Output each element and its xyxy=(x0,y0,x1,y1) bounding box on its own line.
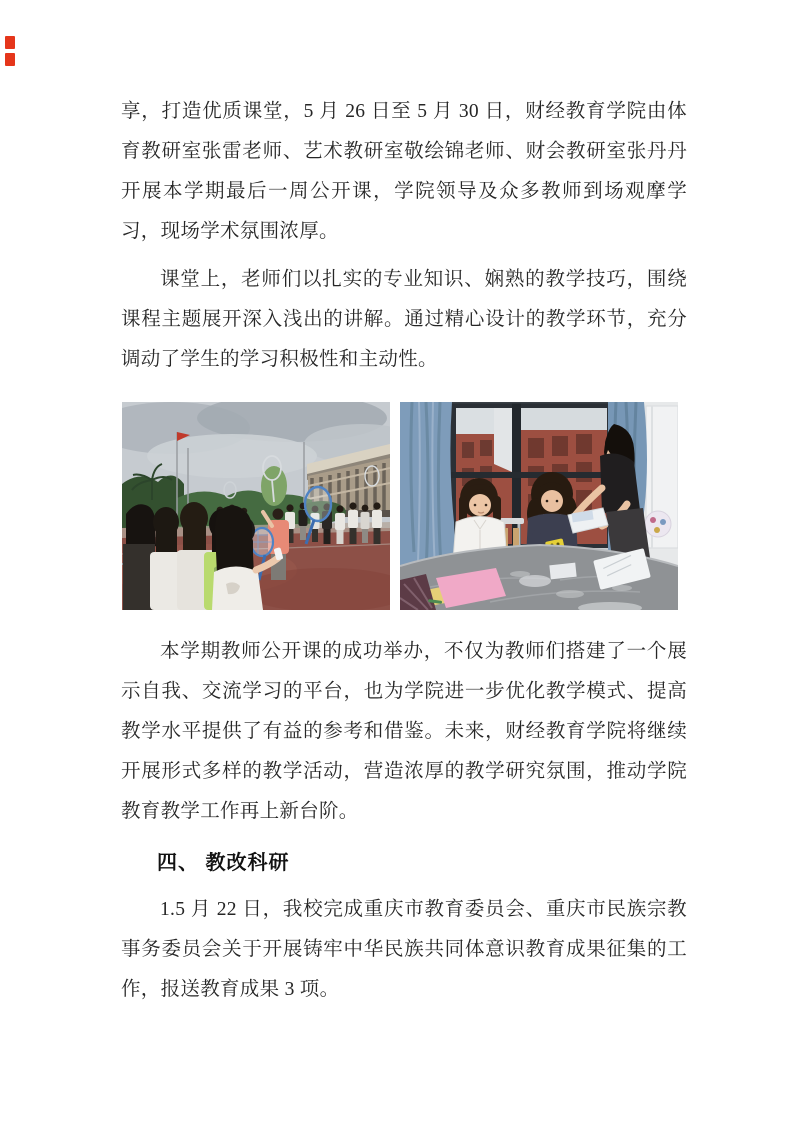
photo-outdoor-pe-class xyxy=(122,402,390,610)
section-heading-teaching-reform-research: 四、 教改科研 xyxy=(157,852,290,874)
red-edit-mark xyxy=(5,53,15,66)
paragraph-open-class-summary: 本学期教师公开课的成功举办，不仅为教师们搭建了一个展示自我、交流学习的平台，也为学院进一步优化教学模式、提高教学水平提供了有益的参考和借鉴。未来，财经教育学院将继续开展形式多样的教学活动，营造浓厚的教学研究氛围，推动学院教育教学工作再上新台阶。 xyxy=(121,641,687,822)
red-edit-mark xyxy=(5,36,15,49)
paragraph-research-achievement: 1.5 月 22 日，我校完成重庆市教育委员会、重庆市民族宗教事务委员会关于开展铸牢中华民族共同体意识教育成果征集的工作，报送教育成果 3 项。 xyxy=(121,899,687,1000)
paragraph-open-class-week: 享，打造优质课堂，5 月 26 日至 5 月 30 日，财经教育学院由体育教研室张雷老师、艺术教研室敬绘锦老师、财会教研室张丹丹开展本学期最后一周公开课，学院领导及众多教师到场观摩学习，现场学术氛围浓厚。 xyxy=(121,101,687,242)
photo-classroom-activity xyxy=(400,402,678,610)
paragraph-classroom-teaching: 课堂上，老师们以扎实的专业知识、娴熟的教学技巧，围绕课程主题展开深入浅出的讲解。通过精心设计的教学环节，充分调动了学生的学习积极性和主动性。 xyxy=(121,269,687,370)
photo-row xyxy=(122,402,678,610)
decoration-ball xyxy=(645,511,671,537)
